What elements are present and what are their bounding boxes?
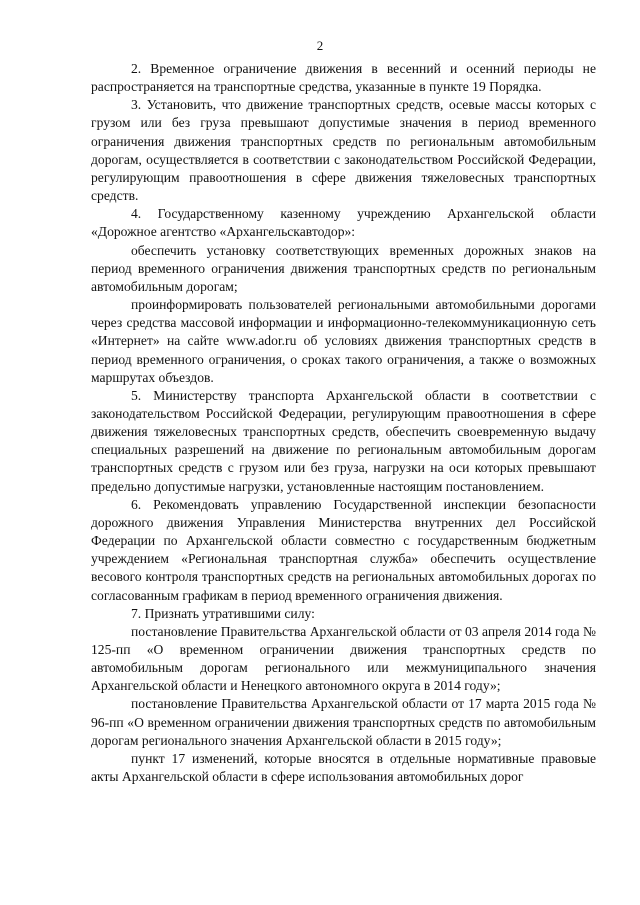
paragraph-item-2: 2. Временное ограничение движения в весенний и осенний периоды не распространяется на транспортные средства, указанные в пункте 19 Порядка. bbox=[91, 61, 596, 95]
page-number: 2 bbox=[316, 38, 324, 53]
paragraph-item-4-signs: обеспечить установку соответствующих временных дорожных знаков на период временного ограничения движения транспортных средств по региональным автомобильным дорогам; bbox=[91, 242, 596, 294]
paragraph-item-7-decree-2014: постановление Правительства Архангельской области от 03 апреля 2014 года № 125-пп «О временном ограничении движения транспортных средств по автомобильным дорогам регионального или межмуниципального значения Архангельской области и Ненецкого автономного округа в 2014 году»; bbox=[91, 623, 596, 694]
paragraph-item-3: 3. Установить, что движение транспортных средств, осевые массы которых с грузом или без груза превышают допустимые значения в период временного ограничения движения транспортных средств по региональным автомобильным дорогам, осуществляется в соответствии с законодательством Российской Федерации, регулирующим правоотношения в сфере движения тяжеловесных транспортных средств. bbox=[91, 97, 596, 204]
paragraph-item-7-clause-17: пункт 17 изменений, которые вносятся в отдельные нормативные правовые акты Архангельской области в сфере использования автомобильных дорог bbox=[91, 750, 596, 785]
paragraph-item-4: 4. Государственному казенному учреждению Архангельской области «Дорожное агентство «Архангельскавтодор»: bbox=[91, 206, 596, 240]
paragraph-item-5: 5. Министерству транспорта Архангельской области в соответствии с законодательством Российской Федерации, регулирующим правоотношения в сфере движения тяжеловесных транспортных средств, обеспечить своевременную выдачу специальных разрешений на движение по региональным автомобильным дорогам транспортных средств с грузом или без груза, нагрузки на оси которых превышают предельно допустимые нагрузки, установленные настоящим постановлением. bbox=[91, 387, 596, 494]
document-body bbox=[91, 60, 596, 786]
paragraph-item-4-inform: проинформировать пользователей региональными автомобильными дорогами через средства массовой информации и информационно-телекоммуникационную сеть «Интернет» на сайте www.ador.ru об условиях движения транспортных средств в период временного ограничения, о сроках такого ограничения, а также о возможных маршрутах объездов. bbox=[91, 297, 596, 385]
paragraph-item-7-decree-2015: постановление Правительства Архангельской области от 17 марта 2015 года № 96-пп «О временном ограничении движения транспортных средств по автомобильным дорогам регионального значения Архангельской области в 2015 году»; bbox=[91, 696, 596, 748]
paragraph-item-6: 6. Рекомендовать управлению Государственной инспекции безопасности дорожного движения Управления Министерства внутренних дел Российской Федерации по Архангельской области совместно с государственным бюджетным учреждением «Региональная транспортная служба» обеспечить осуществление весового контроля транспортных средств на региональных автомобильных дорогах по согласованным графикам в период временного ограничения движения. bbox=[91, 496, 596, 603]
paragraph-item-7: 7. Признать утратившими силу: bbox=[131, 605, 315, 621]
